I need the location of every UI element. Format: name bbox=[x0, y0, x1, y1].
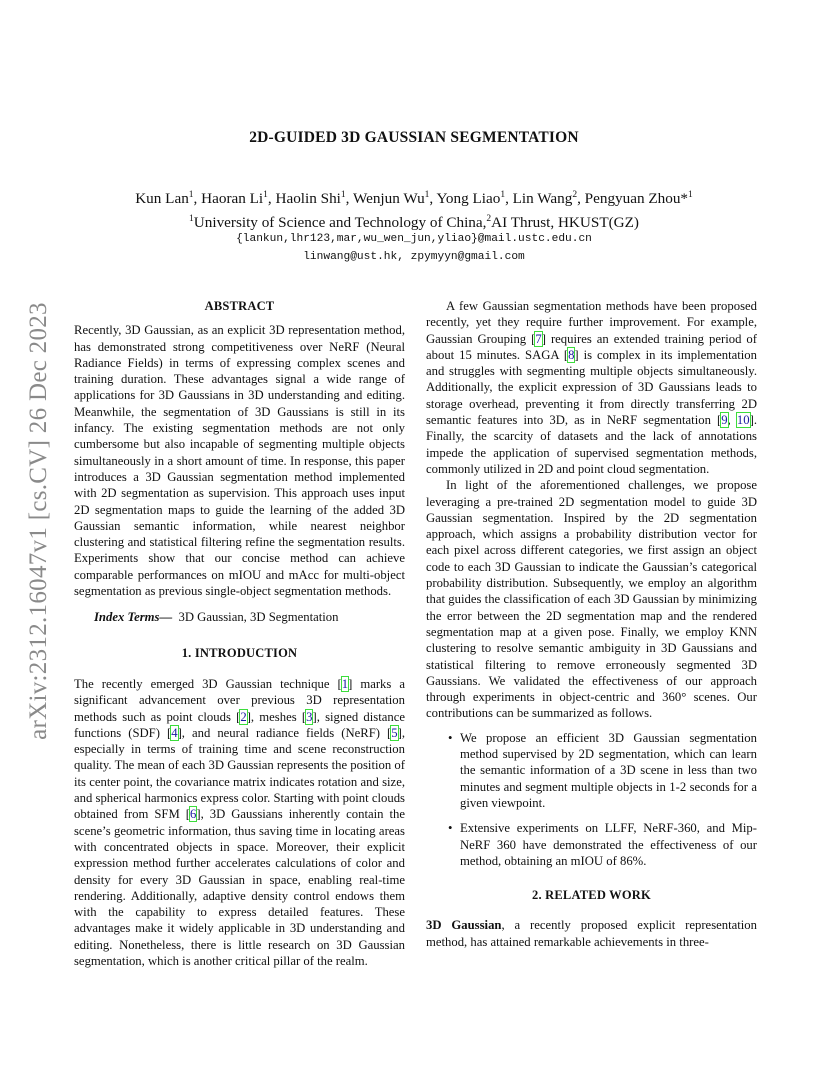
email-line-1: {lankun,lhr123,mar,wu_wen_jun,yliao}@mail.ustc.edu.cn bbox=[236, 233, 592, 245]
author-list: Kun Lan$^1$, Haoran Li$^1$, Haolin Shi$^1$, Wenjun Wu$^1$, Yong Liao$^1$, Lin Wang$^2$, Pengyuan Zhou*$^1$ bbox=[135, 190, 693, 208]
right-column bbox=[426, 298, 757, 950]
author-affiliation-mark: 1 bbox=[340, 190, 346, 200]
introduction-heading: 1. INTRODUCTION bbox=[181, 645, 298, 660]
citation-link[interactable]: 2 bbox=[240, 709, 247, 724]
citation-link[interactable]: 3 bbox=[306, 709, 313, 724]
citation-link[interactable]: 4 bbox=[171, 725, 178, 740]
author-name: Kun Lan bbox=[135, 190, 189, 208]
introduction-paragraph-2: A few Gaussian segmentation methods have been proposed recently, yet they require further improvement. For example, Gaussian Grouping [7] requires an extended training period of about 15 minutes. SAGA [8] is complex in its implementation and struggles with segmenting multiple objects simultaneously. Additionally, the explicit expression of 3D Gaussians leads to storage overhead, preventing it from directly transferring 2D semantic features into 3D, as in NeRF segmentation [9, 10]. Finally, the scarcity of datasets and the lack of annotations impede the application of supervised segmentation methods, commonly utilized in 2D and point cloud segmentation. bbox=[426, 299, 757, 476]
contributions-list bbox=[426, 730, 757, 869]
author-affiliation-mark: 1 bbox=[688, 190, 693, 200]
citation-link[interactable]: 9 bbox=[721, 413, 728, 428]
related-work-paragraph: 3D Gaussian, a recently proposed explicit representation method, has attained remarkable achievements in three- bbox=[426, 918, 757, 949]
paper-title: 2D-GUIDED 3D GAUSSIAN SEGMENTATION bbox=[249, 129, 579, 146]
affiliations: $^1$University of Science and Technology of China,$^2$AI Thrust, HKUST(GZ) bbox=[189, 214, 639, 232]
author-affiliation-mark: 1 bbox=[424, 190, 430, 200]
author-name: Wenjun Wu bbox=[352, 190, 425, 208]
author-affiliation-mark: 2 bbox=[572, 190, 578, 200]
citation-link[interactable]: 5 bbox=[391, 725, 398, 740]
introduction-paragraph-3: In light of the aforementioned challenges, we propose leveraging a pre-trained 2D segmentation model to guide 3D Gaussian segmentation. Inspired by the 2D segmentation approach, which assigns a probability distribution vector for each pixel across different categories, we first assign an object code to each 3D Gaussian to indicate the Gaussian’s categorical probability distribution. Subsequently, we employ an algorithm that guides the classification of each 3D Gaussian by minimizing the error between the 2D segmentation map and the rendered segmentation map at a given pose. Finally, we employ KNN clustering to resolve semantic ambiguity in 3D Gaussians and statistical filtering to remove erroneously segmented 3D Gaussians. We validated the effectiveness of our approach through experiments in object-centric and 360° scenes. Our contributions can be summarized as follows. bbox=[426, 478, 757, 721]
author-name: Pengyuan Zhou* bbox=[584, 190, 689, 208]
author-affiliation-mark: 1 bbox=[500, 190, 506, 200]
abstract-heading: ABSTRACT bbox=[204, 299, 275, 313]
arxiv-identifier-text: arXiv:2312.16047v1 [cs.CV] 26 Dec 2023 bbox=[25, 302, 52, 740]
citation-link[interactable]: 7 bbox=[535, 331, 542, 346]
author-emails bbox=[0, 230, 828, 266]
citation-link[interactable]: 10 bbox=[736, 413, 750, 428]
related-work-heading: 2. RELATED WORK bbox=[532, 888, 651, 903]
left-column bbox=[74, 298, 405, 969]
author-block bbox=[0, 185, 828, 233]
introduction-paragraph-1: The recently emerged 3D Gaussian technique [1] marks a significant advancement over previous 3D representation methods such as point clouds [2], meshes [3], signed distance functions (SDF) [4], and neural radiance fields (NeRF) [5], especially in terms of training time and scene reconstruction quality. The mean of each 3D Gaussian represents the position of its center point, the covariance matrix indicates rotation and size, and spherical harmonics express color. Starting with point clouds obtained from SFM [6], 3D Gaussians inherently contain the scene’s geometric information, thus saving time in locating areas with concentrated objects in space. Moreover, their explicit expression method further accelerates calculations of color and density for every 3D Gaussian in space, enabling real-time rendering. Additionally, adaptive density control endows them with the capability to express detailed features. These advantages make it widely applicable in 3D understanding and editing. Nonetheless, there is little research on 3D Gaussian segmentation, which is another critical pillar of the realm. bbox=[74, 676, 405, 968]
author-name: Haoran Li bbox=[201, 190, 264, 208]
abstract-text: Recently, 3D Gaussian, as an explicit 3D representation method, has demonstrated strong competitiveness over NeRF (Neural Radiance Fields) in terms of expressing complex scenes and training duration. These advantages signal a wide range of applications for 3D Gaussians in 3D understanding and editing. Meanwhile, the segmentation of 3D Gaussians is still in its infancy. The existing segmentation methods are not only cumbersome but also incapable of segmenting multiple objects simultaneously in a short amount of time. In response, this paper introduces a 3D Gaussian segmentation method implemented with 2D segmentation as supervision. This approach uses input 2D segmentation maps to guide the learning of the added 3D Gaussian semantic information, while nearest neighbor clustering and statistical filtering refine the segmentation results. Experiments show that our concise method can achieve comparable performances on mIOU and mAcc for multi-object segmentation as previous single-object segmentation methods. bbox=[74, 323, 405, 599]
author-affiliation-mark: 1 bbox=[188, 190, 194, 200]
email-line-2: linwang@ust.hk, zpymyyn@gmail.com bbox=[303, 251, 525, 263]
citation-link[interactable]: 6 bbox=[189, 807, 197, 822]
list-item: • Extensive experiments on LLFF, NeRF-360, and Mip-NeRF 360 have demonstrated the effectiveness of our method, obtaining an mIOU of 86%. bbox=[448, 821, 757, 868]
author-affiliation-mark: 1 bbox=[263, 190, 268, 200]
citation-link[interactable]: 1 bbox=[341, 676, 349, 691]
arxiv-identifier-stamp bbox=[22, 284, 56, 758]
citation-link[interactable]: 8 bbox=[568, 347, 575, 362]
list-item: • We propose an efficient 3D Gaussian segmentation method supervised by 2D segmentation, which can learn the semantic information of a 3D scene in less than two minutes and segment multiple objects in 1-2 seconds for a given viewpoint. bbox=[448, 730, 757, 810]
author-name: Yong Liao bbox=[436, 190, 501, 208]
author-name: Haolin Shi bbox=[275, 190, 341, 208]
index-terms: Index Terms— 3D Gaussian, 3D Segmentation bbox=[94, 610, 339, 625]
author-name: Lin Wang bbox=[512, 190, 573, 208]
